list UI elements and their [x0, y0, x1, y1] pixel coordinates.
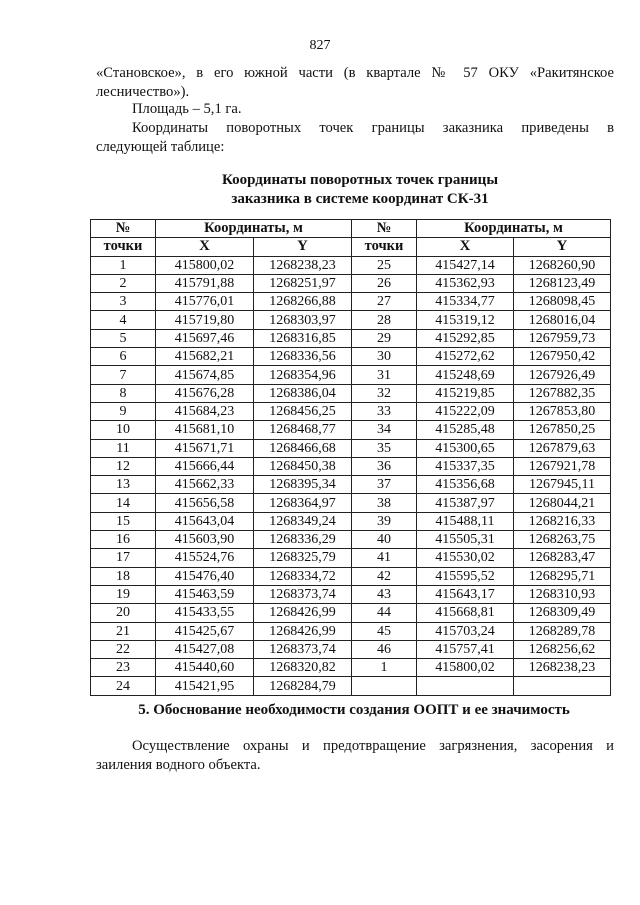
coord-y-cell: 1268336,56 [254, 348, 352, 366]
point-number-cell: 37 [352, 476, 417, 494]
coord-y-cell: 1268263,75 [514, 531, 611, 549]
table-row [91, 677, 611, 695]
header-x: X [417, 238, 514, 256]
section-line: Осуществление охраны и предотвращение загрязнения, засорения и [132, 738, 614, 754]
coord-x-cell: 415476,40 [156, 567, 254, 585]
point-number-cell: 46 [352, 640, 417, 658]
table-row [91, 659, 611, 677]
table-row [91, 293, 611, 311]
coord-y-cell: 1268450,38 [254, 457, 352, 475]
point-number-cell: 8 [91, 384, 156, 402]
coord-x-cell: 415668,81 [417, 604, 514, 622]
point-number-cell: 35 [352, 439, 417, 457]
point-number-cell: 6 [91, 348, 156, 366]
coord-x-cell: 415662,33 [156, 476, 254, 494]
coord-y-cell: 1267853,80 [514, 402, 611, 420]
coord-x-cell: 415433,55 [156, 604, 254, 622]
coord-y-cell: 1268336,29 [254, 531, 352, 549]
coord-y-cell: 1268373,74 [254, 585, 352, 603]
header-point-number: № [91, 220, 156, 238]
coord-x-cell: 415681,10 [156, 421, 254, 439]
coord-y-cell: 1268289,78 [514, 622, 611, 640]
coords-line: следующей таблице: [96, 139, 225, 155]
coord-y-cell: 1268238,23 [254, 256, 352, 274]
coord-y-cell: 1268395,34 [254, 476, 352, 494]
table-row [91, 531, 611, 549]
table-row [91, 549, 611, 567]
table-row [91, 402, 611, 420]
table-row [91, 585, 611, 603]
coords-paragraph [96, 119, 614, 157]
section-paragraph [96, 737, 614, 775]
header-point-number: № [352, 220, 417, 238]
point-number-cell: 33 [352, 402, 417, 420]
coord-x-cell: 415319,12 [417, 311, 514, 329]
point-number-cell: 43 [352, 585, 417, 603]
coord-x-cell: 415643,17 [417, 585, 514, 603]
point-number-cell: 3 [91, 293, 156, 311]
coord-y-cell: 1268303,97 [254, 311, 352, 329]
intro-paragraph [96, 64, 614, 102]
coord-x-cell: 415219,85 [417, 384, 514, 402]
coord-y-cell: 1267850,25 [514, 421, 611, 439]
point-number-cell: 21 [91, 622, 156, 640]
point-number-cell: 14 [91, 494, 156, 512]
coord-y-cell: 1267959,73 [514, 329, 611, 347]
coord-x-cell: 415292,85 [417, 329, 514, 347]
coord-y-cell: 1267882,35 [514, 384, 611, 402]
point-number-cell: 45 [352, 622, 417, 640]
table-row [91, 457, 611, 475]
coord-x-cell: 415603,90 [156, 531, 254, 549]
coord-x-cell: 415671,71 [156, 439, 254, 457]
coord-x-cell: 415595,52 [417, 567, 514, 585]
coord-y-cell: 1268016,04 [514, 311, 611, 329]
coords-line: Координаты поворотных точек границы заказника приведены в [132, 120, 614, 136]
coord-y-cell: 1268468,77 [254, 421, 352, 439]
table-row [91, 439, 611, 457]
coord-x-cell: 415463,59 [156, 585, 254, 603]
coord-y-cell: 1267921,78 [514, 457, 611, 475]
point-number-cell: 39 [352, 512, 417, 530]
coord-y-cell: 1268386,04 [254, 384, 352, 402]
table-row [91, 329, 611, 347]
point-number-cell: 9 [91, 402, 156, 420]
coord-x-cell: 415387,97 [417, 494, 514, 512]
coord-y-cell: 1268310,93 [514, 585, 611, 603]
coord-x-cell: 415719,80 [156, 311, 254, 329]
point-number-cell: 24 [91, 677, 156, 695]
table-row [91, 476, 611, 494]
coord-x-cell: 415285,48 [417, 421, 514, 439]
table-header-row [91, 238, 611, 256]
header-point-label: точки [91, 238, 156, 256]
coord-x-cell: 415643,04 [156, 512, 254, 530]
coord-x-cell: 415656,58 [156, 494, 254, 512]
coord-x-cell: 415800,02 [156, 256, 254, 274]
table-row [91, 640, 611, 658]
point-number-cell: 23 [91, 659, 156, 677]
table-header-row [91, 220, 611, 238]
coord-y-cell: 1268456,25 [254, 402, 352, 420]
section-line: заиления водного объекта. [96, 757, 261, 773]
table-row [91, 622, 611, 640]
coord-y-cell [514, 677, 611, 695]
point-number-cell: 26 [352, 274, 417, 292]
point-number-cell: 38 [352, 494, 417, 512]
coord-x-cell: 415248,69 [417, 366, 514, 384]
point-number-cell: 40 [352, 531, 417, 549]
table-row [91, 494, 611, 512]
coord-y-cell: 1268260,90 [514, 256, 611, 274]
coord-x-cell: 415362,93 [417, 274, 514, 292]
table-title [0, 171, 640, 209]
point-number-cell: 20 [91, 604, 156, 622]
coord-y-cell: 1268349,24 [254, 512, 352, 530]
point-number-cell: 29 [352, 329, 417, 347]
coord-x-cell: 415272,62 [417, 348, 514, 366]
intro-line: лесничество»). [96, 84, 190, 100]
coord-y-cell: 1267945,11 [514, 476, 611, 494]
intro-line: «Становское», в его южной части (в квартале № 57 ОКУ «Ракитянское [96, 65, 614, 81]
point-number-cell: 36 [352, 457, 417, 475]
table-row [91, 567, 611, 585]
coord-y-cell: 1268309,49 [514, 604, 611, 622]
coord-x-cell: 415703,24 [417, 622, 514, 640]
coord-x-cell: 415440,60 [156, 659, 254, 677]
point-number-cell: 22 [91, 640, 156, 658]
coord-y-cell: 1268316,85 [254, 329, 352, 347]
header-x: X [156, 238, 254, 256]
table-row [91, 366, 611, 384]
point-number-cell: 4 [91, 311, 156, 329]
coord-y-cell: 1268295,71 [514, 567, 611, 585]
table-body [91, 256, 611, 695]
header-y: Y [514, 238, 611, 256]
coord-y-cell: 1268216,33 [514, 512, 611, 530]
page-number: 827 [309, 38, 331, 53]
point-number-cell: 42 [352, 567, 417, 585]
table-title-line: Координаты поворотных точек границы [221, 172, 499, 188]
coord-x-cell: 415800,02 [417, 659, 514, 677]
point-number-cell: 12 [91, 457, 156, 475]
coord-x-cell: 415530,02 [417, 549, 514, 567]
coord-y-cell: 1268354,96 [254, 366, 352, 384]
point-number-cell: 11 [91, 439, 156, 457]
header-coordinates: Координаты, м [417, 220, 611, 238]
coord-y-cell: 1268256,62 [514, 640, 611, 658]
coord-y-cell: 1268320,82 [254, 659, 352, 677]
point-number-cell: 28 [352, 311, 417, 329]
point-number-cell: 44 [352, 604, 417, 622]
coord-y-cell: 1268284,79 [254, 677, 352, 695]
table-row [91, 311, 611, 329]
table-row [91, 348, 611, 366]
table-row [91, 512, 611, 530]
header-coordinates: Координаты, м [156, 220, 352, 238]
coord-y-cell: 1268334,72 [254, 567, 352, 585]
coord-y-cell: 1268466,68 [254, 439, 352, 457]
coord-x-cell: 415676,28 [156, 384, 254, 402]
point-number-cell: 30 [352, 348, 417, 366]
coord-y-cell: 1268426,99 [254, 604, 352, 622]
coord-y-cell: 1268266,88 [254, 293, 352, 311]
point-number-cell: 1 [352, 659, 417, 677]
coord-x-cell: 415222,09 [417, 402, 514, 420]
header-y: Y [254, 238, 352, 256]
coord-x-cell: 415666,44 [156, 457, 254, 475]
coord-x-cell: 415427,08 [156, 640, 254, 658]
coord-x-cell: 415524,76 [156, 549, 254, 567]
coord-y-cell: 1267926,49 [514, 366, 611, 384]
coord-x-cell [417, 677, 514, 695]
coord-x-cell: 415674,85 [156, 366, 254, 384]
coord-x-cell: 415334,77 [417, 293, 514, 311]
coord-x-cell: 415757,41 [417, 640, 514, 658]
coord-y-cell: 1268426,99 [254, 622, 352, 640]
table-row [91, 604, 611, 622]
point-number-cell: 13 [91, 476, 156, 494]
point-number-cell: 1 [91, 256, 156, 274]
header-point-label: точки [352, 238, 417, 256]
coord-x-cell: 415337,35 [417, 457, 514, 475]
point-number-cell: 19 [91, 585, 156, 603]
point-number-cell [352, 677, 417, 695]
coord-y-cell: 1268123,49 [514, 274, 611, 292]
point-number-cell: 41 [352, 549, 417, 567]
coordinates-table [90, 219, 611, 696]
table-row [91, 421, 611, 439]
table-title-line: заказника в системе координат СК-31 [231, 191, 489, 207]
coord-y-cell: 1268238,23 [514, 659, 611, 677]
coord-x-cell: 415356,68 [417, 476, 514, 494]
area-line: Площадь – 5,1 га. [132, 101, 242, 117]
table-row [91, 274, 611, 292]
point-number-cell: 27 [352, 293, 417, 311]
point-number-cell: 31 [352, 366, 417, 384]
coord-y-cell: 1268098,45 [514, 293, 611, 311]
point-number-cell: 34 [352, 421, 417, 439]
coord-y-cell: 1268325,79 [254, 549, 352, 567]
coord-x-cell: 415682,21 [156, 348, 254, 366]
point-number-cell: 16 [91, 531, 156, 549]
table-row [91, 384, 611, 402]
area-paragraph [132, 100, 332, 119]
table-row [91, 256, 611, 274]
point-number-cell: 10 [91, 421, 156, 439]
coord-y-cell: 1267950,42 [514, 348, 611, 366]
coord-y-cell: 1268364,97 [254, 494, 352, 512]
section-heading: 5. Обоснование необходимости создания ООПТ и ее значимость [138, 702, 570, 718]
coord-y-cell: 1268251,97 [254, 274, 352, 292]
coord-x-cell: 415300,65 [417, 439, 514, 457]
point-number-cell: 32 [352, 384, 417, 402]
coord-x-cell: 415505,31 [417, 531, 514, 549]
coord-y-cell: 1268373,74 [254, 640, 352, 658]
coord-x-cell: 415776,01 [156, 293, 254, 311]
coord-y-cell: 1268283,47 [514, 549, 611, 567]
coord-x-cell: 415791,88 [156, 274, 254, 292]
point-number-cell: 5 [91, 329, 156, 347]
coord-x-cell: 415684,23 [156, 402, 254, 420]
coord-x-cell: 415488,11 [417, 512, 514, 530]
point-number-cell: 2 [91, 274, 156, 292]
point-number-cell: 15 [91, 512, 156, 530]
coord-y-cell: 1267879,63 [514, 439, 611, 457]
coord-x-cell: 415425,67 [156, 622, 254, 640]
point-number-cell: 18 [91, 567, 156, 585]
coord-x-cell: 415697,46 [156, 329, 254, 347]
point-number-cell: 25 [352, 256, 417, 274]
coord-y-cell: 1268044,21 [514, 494, 611, 512]
coord-x-cell: 415427,14 [417, 256, 514, 274]
coord-x-cell: 415421,95 [156, 677, 254, 695]
point-number-cell: 17 [91, 549, 156, 567]
point-number-cell: 7 [91, 366, 156, 384]
